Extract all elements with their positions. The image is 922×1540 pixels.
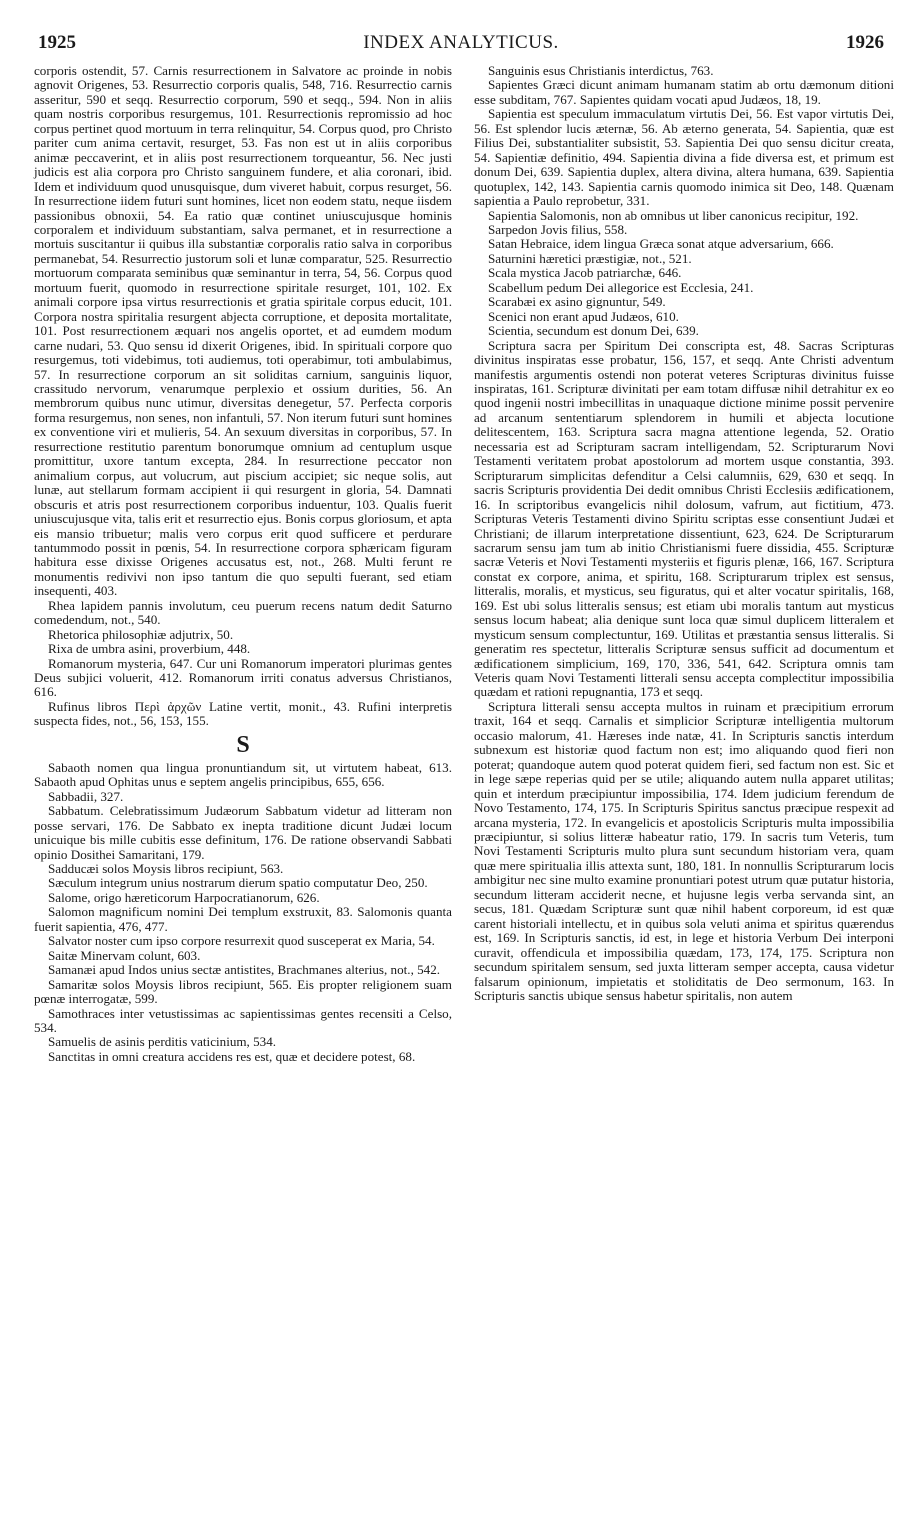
index-entry: Scala mystica Jacob patriarchæ, 646. bbox=[488, 265, 682, 281]
section-letter: S bbox=[236, 731, 250, 758]
right-column bbox=[474, 64, 894, 1003]
index-entry: Salomon magnificum nomini Dei templum exstruxit, 83. Salomonis quanta fuerit sapientia, 476, 477. bbox=[34, 904, 452, 934]
index-entry: Samothraces inter vetustissimas ac sapientissimas gentes recensiti a Celso, 534. bbox=[34, 1005, 452, 1035]
index-entry: corporis ostendit, 57. Carnis resurrectionem in Salvatore ac proinde in nobis agnovit Origenes, 53. Resurrectio corporis qualis, 548, 716. Resurrectio carnis asseritur, 590 et seqq. Resurrectio corporum, 590 et seqq., 594. Non in aliis quam nostris corporibus resurgemus, 101. Resurrectionis repromissio ad hoc corpus pertinet quod mortuum in terra relinquitur, 54. Corpus quod, pro Christo pariter cum anima certavit, resurget, 53. Fas non est ut in aliis corporibus animæ peccaverint, et in aliis post resurrectionem torqueantur, 56. Nec justi judicis est alia corpora pro Christo sanguinem fundere, et alia coronari, ibid. Idem et individuum quod unusquisque, dum viveret habuit, corpus resurget, 56. In resurrectione iidem futuri sunt homines, licet non eodem statu, neque iisdem passionibus obnoxii, 54. Ea ratio quæ continet uniuscujusque hominis corporalem et individuum substantiam, salva permanet, et in resurrectione a mortuis suscitantur ii quibus illa substantiæ corporalis ratio salva in corporibus permanebat, 54. Resurrectio justorum soli et lunæ comparatur, 525. Resurrectio mortuorum comparata seminibus quæ seminantur in terra, 54, 56. Corpus quod mortuum fuerit, quomodo in resurrectione spiritale resurget, 101, 102. Ex animali corpore ipsa virtus resurrectionis et gratia spiritale corpus educit, 101. Corpora nostra spiritalia resurgent abjecta corruptione, et deposita mortalitate, 101. Post resurrectionem æquari nos angelis oportet, et ad eumdem modum carne nudari, 53. Quo sensu id dixerit Origenes, ibid. In spirituali corpore quo resurgemus, toti videbimus, toti audiemus, toti operabimur, toti ambulabimus, 57. In resurrectione corporum an sit soliditas carnium, sanguinis liquor, crassitudo nervorum, venarumque perplexio et ossium durities, 56. An membrorum quibus nunc utimur, diversitas denegetur, 57. Perfecta corporis forma resurgemus, non senes, non infantuli, 57. Non iterum futuri sunt homines ex conventione viri et mulieris, 54. An sexuum diversitas in corporibus, 57. In resurrectione restitutio parentum bonorumque omnium ad centuplum usque promittitur, uxore tantum excepta, 284. In resurrectione peccator non animalium corpus, aut volucrum, aut piscium accipiet; sic neque solis, aut lunæ, aut stellarum formam accipient ii qui resurgent in gloria, 54. Damnati obscuris et atris post resurrectionem corporibus induentur, 103. Qualis fuerit uniuscujusque vita, talis erit et resurrectio ejus. Bonis corpus gloriosum, et apta eis mansio tribuetur; malis vero corpus erit quod sufficere et perdurare tantummodo possit in pœnis, 54. In resurrectione corpora sphæricam figuram habitura esse dixisse Origenes accusatus est, not., 268. Multi ferunt re monumentis redivivi non ipso tantum die quo sepulti fuerant, sed etiam insequenti, 403. bbox=[34, 63, 452, 599]
index-entry: Scriptura sacra per Spiritum Dei conscripta est, 48. Sacras Scripturas divinitus inspiratas esse probatur, 156, 157, et seqq. Ante Christi adventum manifestis argumentis ostendi non poterat veteres Scripturas divinitus fuisse inspiratas, 161. Scripturæ divinitati per eam totam diffusæ nihil detrahitur ex eo quod ingenii nostri imbecillitas in unaquaque dictione minime possit pervenire ad arcanum sententiarum splendorem in humili et abjecta locutione delitescentem, 163. Scriptura sacra magna attentione legenda, 52. Oratio necessaria est ad Scripturam sacram intelligendam, 52. Scripturarum Novi Testamenti veritatem probat apostolorum ad mortem usque constantia, 393. Scripturarum simplicitas defenditur a Celsi calumniis, 629, 630 et seqq. In sacris Scripturis providentia Dei dedit omnibus Christi Ecclesiis ædificationem, 16. In scriptoribus evangelicis nihil dolosum, vafrum, aut fictitium, 473. Scripturas Veteris Testamenti divino Spiritu scriptas esse consentiunt Judæi et Christiani; de illarum interpretatione dissentiunt, 623, 624. De Scripturarum sacrarum sensu jam tum ab initio Christianismi fuere dissidia, 455. Scripturæ sacræ Veteris et Novi Testamenti mysteriis et figuris plenæ, 166, 167. Scriptura constat ex corpore, anima, et spiritu, 168. Scripturarum triplex est sensus, litteralis, moralis, et mysticus, seu figuratus, qui et alter vocatur spiritalis, 168, 169. Est ubi solus litteralis sensus; est etiam ubi moralis tantum aut mysticus sensus locum habeat; alia denique sunt loca quæ simul duplicem litteralem et mysticum sensum complectuntur, 169. Utilitas et præstantia sensus litteralis. Si generatim res spectetur, litteralis Scripturæ sensus sufficit ad documentum et ædificationem simplicium, 169, 170, 336, 541, 642. Scriptura omnis tam Veteris quam Novi Testamenti litterali sensu accepta complectitur impossibilia quædam et rationi repugnantia, 173 et seqq. bbox=[474, 337, 894, 700]
index-entry: Scarabæi ex asino gignuntur, 549. bbox=[488, 294, 666, 310]
index-entry: Scriptura litterali sensu accepta multos in ruinam et præcipitium errorum traxit, 164 et seqq. Carnalis et simplicior Scripturæ intelligentia multorum occasio malorum, 41. Hæreses inde natæ, 41. In Scripturis sanctis interdum subnexum est historiæ quod factum non est; imo aliquando quod fieri non poterat; quandoque autem quod poterat quidem fieri, sed factum non est. Sic et in lege sæpe reperias quid per se utile; aliquando autem nulla apparet utilitas; quin et interdum præcipiuntur impossibilia, 174. Idem judicium ferendum de Novo Testamento, 174, 175. In Scripturis Spiritus sanctus præcipue respexit ad arcana mysteria, 172. In evangelicis et apostolicis Scripturis multa impossibilia præcipiuntur, si solius litteræ habeatur ratio, 179. In sacris tum Veteris, tum Novi Testamenti Scripturis multo plura sunt secundum historiam vera, quam quæ mere spiritualia illis attexta sunt, 180, 181. In nonnullis Scripturarum locis ambigitur nec sine multo examine pronuntiari potest utrum quæ putatur historia, secundum litteram acciderit necne, et hujusne legis verba servanda sint, an secus, 181. Quædam Scripturæ sunt quæ nihil habent corporeum, id est quæ carent historiali intellectu, et in quibus sola veluti anima et spiritus quærendus est, 169. In Scripturis sanctis, id est, in lege et historia Verbum Dei interponi curavit, offendicula et impossibilia quædam, 173, 174, 175. Scriptura non secundum spiritalem sensum, sed juxta litteram semper accepta, causa videtur falsarum opinionum, impietatis et stoliditatis de Deo sermonum, 163. In Scripturis sanctis ubique sensus habetur spiritalis, non autem bbox=[474, 698, 895, 1003]
index-entry: Sæculum integrum unius nostrarum dierum spatio computatur Deo, 250. bbox=[48, 875, 428, 891]
index-entry: Rufinus libros Περὶ ἀρχῶν Latine vertit, monit., 43. Rufini interpretis suspecta fides, not., 56, 153, 155. bbox=[34, 698, 452, 729]
index-entry: Rixa de umbra asini, proverbium, 448. bbox=[48, 641, 251, 657]
page-number-right: 1926 bbox=[846, 32, 884, 53]
index-entry: Sapientia est speculum immaculatum virtutis Dei, 56. Est vapor virtutis Dei, 56. Est splendor lucis æternæ, 56. Ab æterno generata, 54. Sapientia, quæ est Filius Dei, substantialiter subsistit, 53. Sapientia Dei quo sensu dicitur creata, 54. Sapientiæ definitio, 494. Sapientia divina a fide diversa est, et primum est donum Dei, 639. Sapientia duplex, altera divina, altera humana, 639. Sapientia quotuplex, 142, 143. Sapientia carnis quomodo inimica sit Deo, 148. Quænam sapientia a Paulo reprobetur, 331. bbox=[474, 106, 894, 209]
index-entry: Rhetorica philosophiæ adjutrix, 50. bbox=[48, 626, 234, 642]
running-title: INDEX ANALYTICUS. bbox=[363, 32, 559, 53]
index-entry: Salvator noster cum ipso corpore resurrexit quod susceperat ex Maria, 54. bbox=[48, 933, 435, 949]
index-entry: Sabbatum. Celebratissimum Judæorum Sabbatum videtur ad litteram non posse servari, 176. De Sabbato ex inepta traditione dicunt Judæi locum unicuique bis mille cubitis esse definitum, 176. De ratione observandi Sabbati opinio Dosithei Samaritani, 179. bbox=[34, 803, 452, 862]
index-entry: Scientia, secundum est donum Dei, 639. bbox=[488, 323, 699, 339]
index-entry: Sabbadii, 327. bbox=[48, 788, 124, 804]
index-entry: Sapientia Salomonis, non ab omnibus ut liber canonicus recipitur, 192. bbox=[488, 207, 859, 223]
index-entry: Salome, origo hæreticorum Harpocratianorum, 626. bbox=[48, 889, 320, 905]
index-entry: Rhea lapidem pannis involutum, ceu puerum recens natum dedit Saturno comedendum, not., 540. bbox=[34, 597, 452, 628]
left-column bbox=[34, 64, 452, 1064]
index-entry: Sanctitas in omni creatura accidens res est, quæ et decidere potest, 68. bbox=[48, 1048, 416, 1064]
index-entry: Satan Hebraice, idem lingua Græca sonat atque adversarium, 666. bbox=[488, 236, 834, 252]
index-entry: Saturnini hæretici præstigiæ, not., 521. bbox=[488, 250, 692, 266]
index-entry: Saitæ Minervam colunt, 603. bbox=[48, 947, 201, 963]
index-entry: Sapientes Græci dicunt animam humanam statim ab ortu dæmonum ditioni esse subditam, 767. Sapientes quidam vocati apud Judæos, 18, 19. bbox=[474, 77, 894, 107]
index-entry: Sanguinis esus Christianis interdictus, 763. bbox=[488, 63, 714, 78]
index-entry: Sarpedon Jovis filius, 558. bbox=[488, 221, 628, 237]
page-header bbox=[38, 28, 884, 60]
index-entry: Samanæi apud Indos unius sectæ antistites, Brachmanes alterius, not., 542. bbox=[48, 962, 441, 978]
index-entry: Scabellum pedum Dei allegorice est Ecclesia, 241. bbox=[488, 279, 754, 295]
index-entry: Scenici non erant apud Judæos, 610. bbox=[488, 308, 679, 324]
index-entry: Samuelis de asinis perditis vaticinium, 534. bbox=[48, 1034, 277, 1050]
index-entry: Sabaoth nomen qua lingua pronuntiandum sit, ut virtutem habeat, 613. Sabaoth apud Ophitas unus e septem angelis principibus, 655, 656. bbox=[34, 759, 452, 790]
page-number-left: 1925 bbox=[38, 32, 76, 53]
index-entry: Sadducæi solos Moysis libros recipiunt, 563. bbox=[48, 861, 284, 877]
index-entry: Romanorum mysteria, 647. Cur uni Romanorum imperatori plurimas gentes Deus subjici voluerit, 412. Romanorum irriti conatus adversus Christianos, 616. bbox=[34, 655, 452, 700]
index-entry: Samaritæ solos Moysis libros recipiunt, 565. Eis propter religionem suam pœnæ interrogatæ, 599. bbox=[34, 976, 452, 1007]
